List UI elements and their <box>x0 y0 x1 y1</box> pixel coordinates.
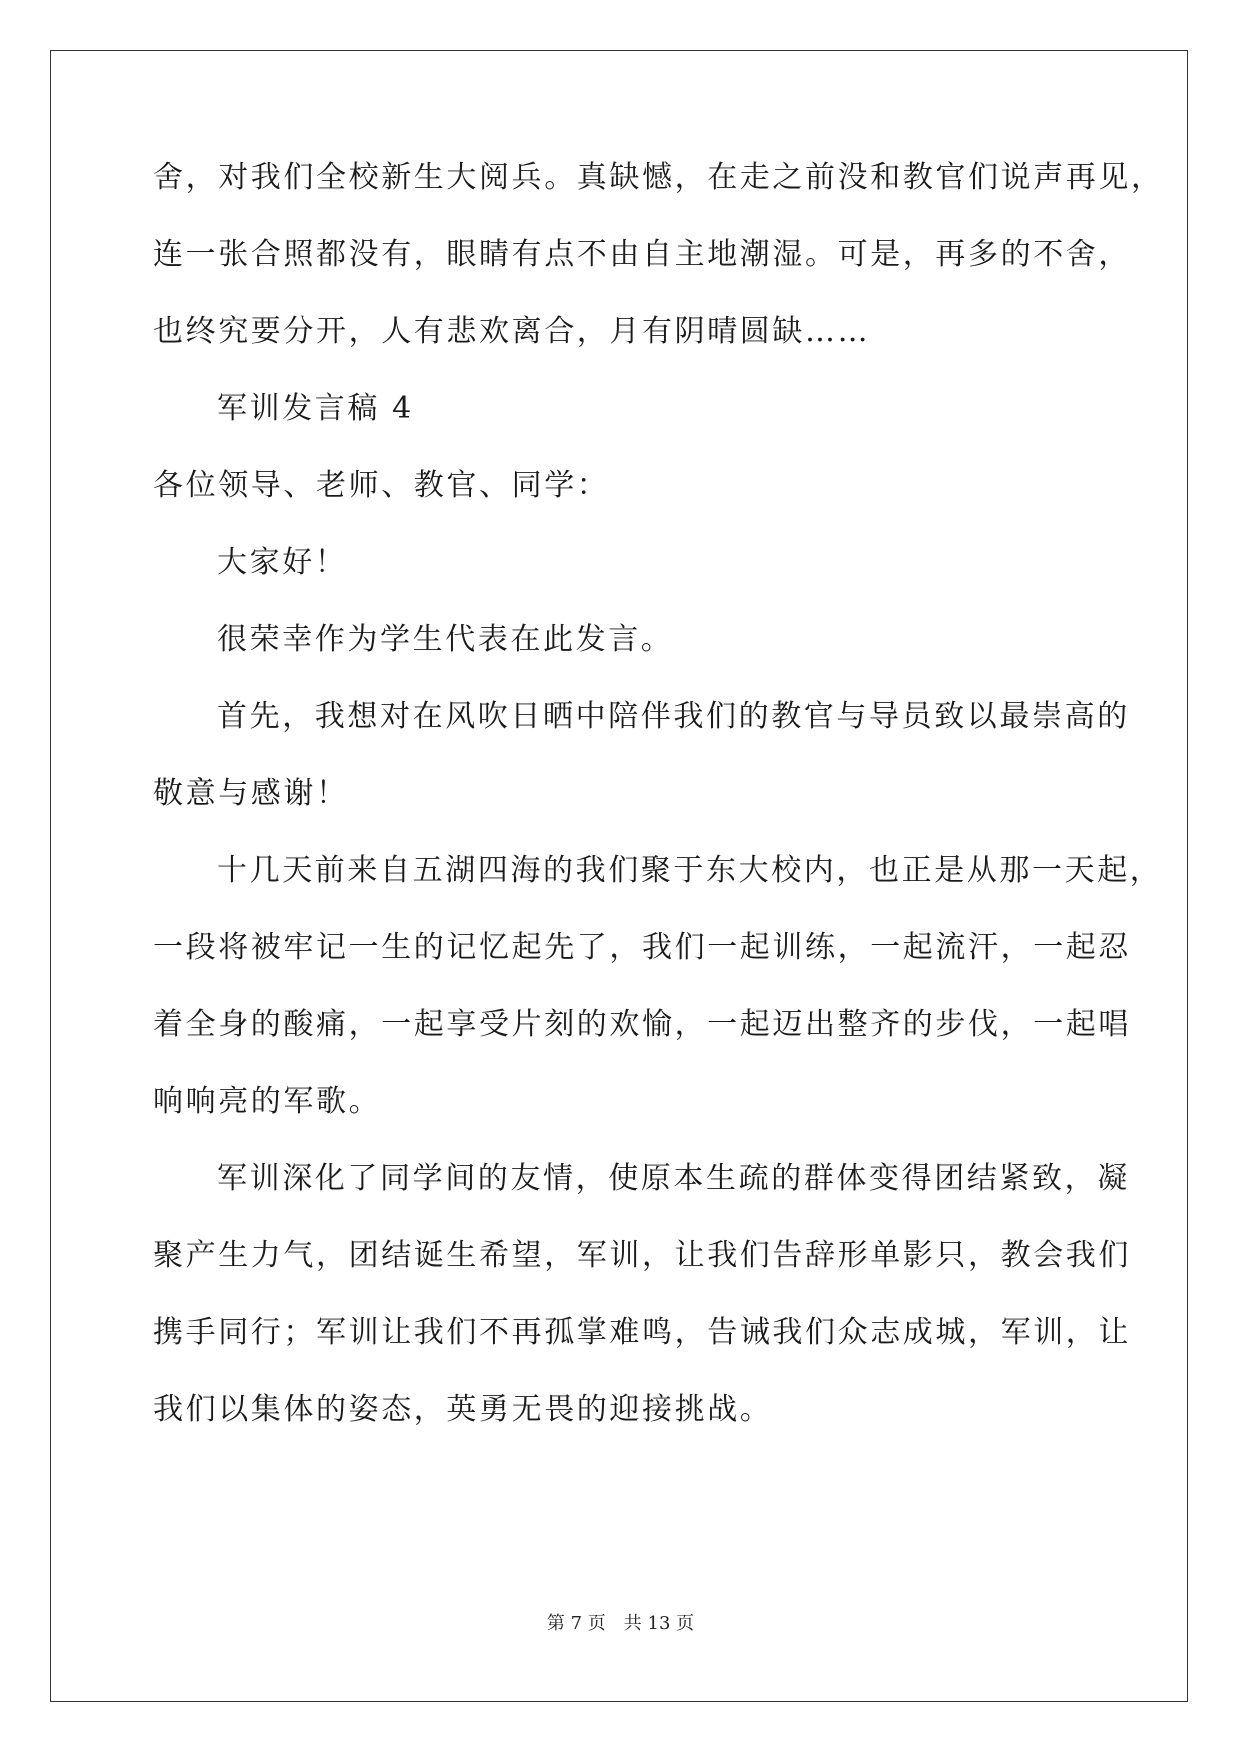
text-line: 十几天前来自五湖四海的我们聚于东大校内，也正是从那一天起， <box>217 853 1163 888</box>
greeting: 大家好！ <box>217 545 348 580</box>
text-line: 响响亮的军歌。 <box>153 1084 382 1119</box>
text-line: 也终究要分开，人有悲欢离合，月有阴晴圆缺…… <box>153 314 871 349</box>
text-line: 连一张合照都没有，眼睛有点不由自主地潮湿。可是，再多的不舍， <box>153 237 1131 272</box>
text-line: 聚产生力气，团结诞生希望，军训，让我们告辞形单影只，教会我们 <box>153 1238 1131 1273</box>
text-line: 携手同行；军训让我们不再孤掌难鸣，告诫我们众志成城，军训，让 <box>153 1315 1131 1350</box>
text-line: 军训深化了同学间的友情，使原本生疏的群体变得团结紧致，凝 <box>217 1161 1130 1196</box>
section-heading: 军训发言稿 4 <box>217 391 414 426</box>
text-line: 首先，我想对在风吹日晒中陪伴我们的教官与导员致以最崇高的 <box>217 699 1130 734</box>
text-line: 很荣幸作为学生代表在此发言。 <box>217 622 674 657</box>
text-line: 舍，对我们全校新生大阅兵。真缺憾，在走之前没和教官们说声再见， <box>153 160 1164 195</box>
salutation: 各位领导、老师、教官、同学： <box>153 468 610 503</box>
page-number-footer: 第 7 页 共 13 页 <box>546 1613 695 1634</box>
text-line: 敬意与感谢！ <box>153 776 349 811</box>
text-line: 着全身的酸痛，一起享受片刻的欢愉，一起迈出整齐的步伐，一起唱 <box>153 1007 1131 1042</box>
text-line: 我们以集体的姿态，英勇无畏的迎接挑战。 <box>153 1392 773 1427</box>
document-body <box>153 158 1164 1467</box>
text-line: 一段将被牢记一生的记忆起先了，我们一起训练，一起流汗，一起忍 <box>153 930 1131 965</box>
